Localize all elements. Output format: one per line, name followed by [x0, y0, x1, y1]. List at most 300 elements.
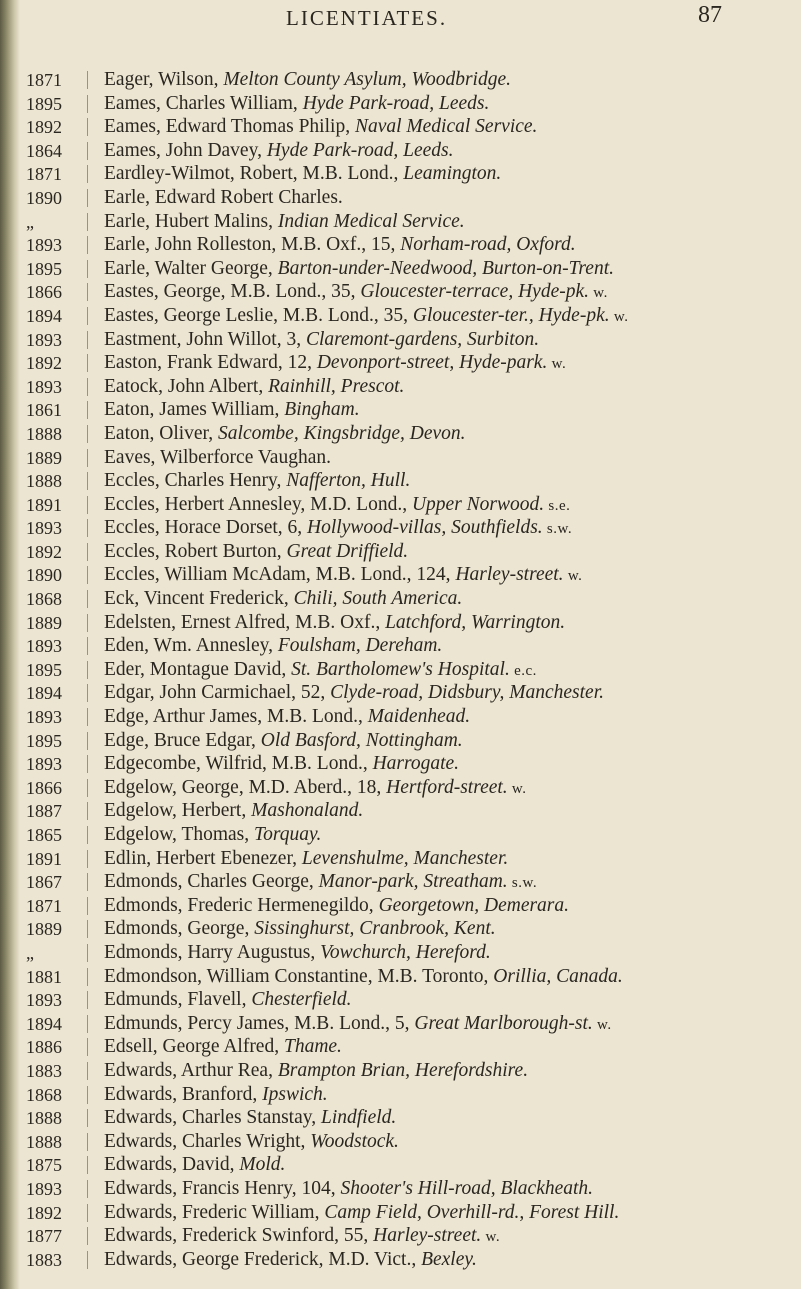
- entry-name: Eames, Charles William,: [104, 92, 303, 114]
- entry-name: Edmonds, George,: [104, 918, 255, 940]
- entry-address: Clyde-road, Didsbury, Manchester.: [330, 682, 604, 704]
- entry-text: [104, 752, 459, 777]
- column-rule: [87, 283, 88, 301]
- entry-year: 1895: [26, 93, 62, 114]
- list-item: [0, 68, 801, 92]
- entry-name: Edwards, David,: [104, 1154, 240, 1176]
- entry-text: [104, 162, 501, 187]
- entry-name: Eatock, John Albert,: [104, 375, 269, 397]
- entry-address: Orillia, Canada.: [493, 965, 623, 987]
- entry-year: 1861: [26, 400, 62, 421]
- entry-text: [104, 705, 470, 730]
- entry-name: Earle, John Rolleston, M.B. Oxf., 15,: [104, 234, 401, 256]
- entry-address: Bingham.: [284, 399, 360, 421]
- entry-text: [104, 1012, 612, 1037]
- column-rule: [87, 543, 88, 561]
- entry-year: 1866: [26, 777, 62, 798]
- entry-address: Sissinghurst, Cranbrook, Kent.: [254, 918, 496, 940]
- entry-address: Gloucester-ter., Hyde-pk.: [412, 304, 610, 326]
- entry-year: 1893: [26, 1178, 62, 1199]
- entry-name: Eames, John Davey,: [104, 139, 267, 161]
- column-rule: [87, 1251, 88, 1269]
- entry-name: Eccles, Charles Henry,: [104, 470, 287, 492]
- entry-address: Torquay.: [254, 824, 322, 845]
- entry-name: Edsell, George Alfred,: [104, 1036, 284, 1058]
- entry-year: 1895: [26, 659, 62, 680]
- entry-text: [104, 1248, 477, 1273]
- list-item: [0, 705, 801, 729]
- entry-text: [104, 799, 363, 824]
- list-item: [0, 658, 801, 682]
- list-item: [0, 681, 801, 705]
- entry-name: Eastes, George, M.B. Lond., 35,: [104, 281, 361, 303]
- column-rule: [87, 944, 88, 962]
- list-item: [0, 115, 801, 139]
- entry-year: 1891: [26, 494, 62, 515]
- entry-text: [104, 658, 537, 683]
- entry-address: Mashonaland.: [251, 800, 364, 822]
- entry-name: Edwards, Francis Henry, 104,: [104, 1177, 341, 1199]
- column-rule: [87, 1015, 88, 1033]
- entry-name: Eccles, William McAdam, M.B. Lond., 124,: [104, 564, 456, 586]
- entry-year: 1895: [26, 258, 62, 279]
- entry-postal-district: s.w.: [542, 521, 573, 538]
- entry-address: Shooter's Hill-road, Blackheath.: [340, 1177, 594, 1199]
- list-item: [0, 634, 801, 658]
- list-item: [0, 1035, 801, 1059]
- column-rule: [87, 354, 88, 372]
- column-rule: [87, 425, 88, 443]
- column-rule: [87, 614, 88, 632]
- entry-year: 1871: [26, 164, 62, 185]
- entry-address: Naval Medical Service.: [354, 116, 538, 138]
- entry-year: 1888: [26, 1131, 62, 1152]
- column-rule: [87, 897, 88, 915]
- entry-address: Thame.: [283, 1036, 342, 1058]
- column-rule: [87, 307, 88, 325]
- entry-name: Eastes, George Leslie, M.B. Lond., 35,: [104, 304, 413, 326]
- entry-name: Eastment, John Willot, 3,: [104, 328, 306, 350]
- entry-name: Eardley-Wilmot, Robert, M.B. Lond.,: [104, 163, 404, 185]
- entry-text: [104, 351, 566, 376]
- entry-postal-district: e.c.: [509, 662, 537, 679]
- entry-address: Claremont-gardens, Surbiton.: [305, 328, 540, 350]
- entry-year: 1892: [26, 353, 62, 374]
- list-item: [0, 965, 801, 989]
- list-item: [0, 776, 801, 800]
- entry-year: 1864: [26, 140, 62, 161]
- entry-name: Edwards, Branford,: [104, 1083, 263, 1105]
- entry-text: [104, 304, 628, 329]
- entry-text: [104, 328, 539, 353]
- licentiate-list: [0, 68, 801, 1271]
- entry-name: Edwards, Charles Wright,: [104, 1130, 311, 1152]
- entry-address: Hertford-street.: [386, 776, 508, 798]
- list-item: [0, 823, 801, 847]
- entry-name: Edmonds, Harry Augustus,: [104, 941, 321, 963]
- entry-postal-district: w.: [547, 356, 567, 373]
- entry-name: Eaves, Wilberforce Vaughan.: [104, 446, 331, 468]
- entry-text: [104, 1059, 528, 1084]
- entry-name: Eaton, James William,: [104, 399, 285, 421]
- entry-name: Edwards, Charles Stanstay,: [104, 1107, 321, 1129]
- list-item: [0, 1012, 801, 1036]
- entry-text: [104, 1153, 285, 1178]
- entry-year: 1881: [26, 966, 62, 987]
- entry-text: [104, 611, 565, 636]
- entry-name: Edmonds, Charles George,: [104, 871, 319, 893]
- entry-text: [104, 1035, 342, 1060]
- list-item: [0, 304, 801, 328]
- entry-name: Edgelow, George, M.D. Aberd., 18,: [104, 776, 387, 798]
- list-item: [0, 398, 801, 422]
- list-item: [0, 1224, 801, 1248]
- entry-address: Nafferton, Hull.: [286, 470, 411, 492]
- column-rule: [87, 95, 88, 113]
- column-rule: [87, 991, 88, 1009]
- entry-name: Eames, Edward Thomas Philip,: [104, 116, 355, 138]
- entry-year: 1871: [26, 895, 62, 916]
- entry-name: Eck, Vincent Frederick,: [104, 588, 294, 610]
- entry-address: Mold.: [239, 1154, 286, 1176]
- entry-address: Camp Field, Overhill-rd., Forest Hill.: [324, 1201, 620, 1223]
- column-rule: [87, 165, 88, 183]
- entry-year: 1891: [26, 848, 62, 869]
- entry-year: 1892: [26, 117, 62, 138]
- entry-name: Edge, Bruce Edgar,: [104, 729, 261, 751]
- entry-name: Edgelow, Thomas,: [104, 824, 255, 845]
- entry-name: Earle, Edward Robert Charles.: [104, 186, 343, 208]
- entry-address: Harley-street.: [455, 564, 564, 586]
- list-item: [0, 162, 801, 186]
- column-rule: [87, 1133, 88, 1151]
- entry-text: [104, 375, 404, 400]
- list-item: [0, 799, 801, 823]
- column-rule: [87, 118, 88, 136]
- column-rule: [87, 519, 88, 537]
- entry-address: Devonport-street, Hyde-park.: [316, 352, 548, 374]
- list-item: [0, 611, 801, 635]
- list-item: [0, 894, 801, 918]
- entry-year: 1894: [26, 683, 62, 704]
- list-item: [0, 446, 801, 470]
- entry-year: 1893: [26, 636, 62, 657]
- entry-name: Edwards, George Frederick, M.D. Vict.,: [104, 1248, 422, 1270]
- entry-text: [104, 233, 576, 258]
- entry-address: Melton County Asylum, Woodbridge.: [223, 69, 511, 90]
- entry-address: Levenshulme, Manchester.: [301, 847, 509, 869]
- entry-year: 1893: [26, 754, 62, 775]
- list-item: [0, 233, 801, 257]
- entry-year: 1866: [26, 282, 62, 303]
- entry-name: Eager, Wilson,: [104, 69, 224, 90]
- column-rule: [87, 1086, 88, 1104]
- entry-year: 1865: [26, 825, 62, 845]
- entry-text: [104, 516, 572, 541]
- entry-address: Chili, South America.: [293, 588, 463, 610]
- list-item: [0, 540, 801, 564]
- entry-text: [104, 847, 508, 872]
- column-rule: [87, 802, 88, 820]
- list-item: [0, 375, 801, 399]
- entry-text: [104, 92, 489, 117]
- entry-name: Edwards, Frederic William,: [104, 1201, 325, 1223]
- entry-address: Harley-street.: [373, 1225, 482, 1247]
- entry-text: [104, 1106, 396, 1131]
- entry-text: [104, 115, 537, 140]
- entry-year: „: [26, 211, 34, 232]
- entry-year: 1893: [26, 707, 62, 728]
- column-rule: [87, 873, 88, 891]
- page-header: [0, 2, 801, 42]
- entry-year: 1871: [26, 70, 62, 90]
- column-rule: [87, 496, 88, 514]
- entry-address: Manor-park, Streatham.: [318, 871, 508, 893]
- entry-address: Brampton Brian, Herefordshire.: [277, 1059, 529, 1081]
- entry-year: 1887: [26, 801, 62, 822]
- column-rule: [87, 449, 88, 467]
- list-item: [0, 1248, 801, 1272]
- entry-text: [104, 729, 463, 754]
- list-item: [0, 280, 801, 304]
- entry-name: Edge, Arthur James, M.B. Lond.,: [104, 706, 368, 728]
- column-rule: [87, 1038, 88, 1056]
- entry-text: [104, 1177, 593, 1202]
- entry-year: 1888: [26, 1108, 62, 1129]
- entry-text: [104, 493, 570, 518]
- column-rule: [87, 755, 88, 773]
- entry-address: Leamington.: [403, 163, 502, 185]
- entry-postal-district: w.: [563, 568, 583, 585]
- entry-year: 1889: [26, 919, 62, 940]
- entry-postal-district: w.: [507, 780, 527, 797]
- entry-name: Edgar, John Carmichael, 52,: [104, 682, 331, 704]
- entry-text: [104, 1130, 399, 1155]
- entry-text: [104, 587, 462, 612]
- list-item: [0, 351, 801, 375]
- entry-address: Woodstock.: [310, 1130, 399, 1152]
- column-rule: [87, 213, 88, 231]
- entry-year: 1895: [26, 730, 62, 751]
- entry-postal-district: s.e.: [544, 497, 571, 514]
- column-rule: [87, 684, 88, 702]
- entry-name: Edmonds, Frederic Hermenegildo,: [104, 894, 379, 916]
- entry-text: [104, 257, 614, 282]
- list-item: [0, 941, 801, 965]
- entry-year: 1868: [26, 1084, 62, 1105]
- entry-year: 1893: [26, 518, 62, 539]
- list-item: [0, 210, 801, 234]
- list-item: [0, 729, 801, 753]
- entry-address: Harrogate.: [372, 753, 460, 775]
- entry-text: [104, 280, 608, 305]
- entry-year: 1875: [26, 1155, 62, 1176]
- entry-text: [104, 634, 442, 659]
- entry-name: Edwards, Frederick Swinford, 55,: [104, 1225, 374, 1247]
- list-item: [0, 493, 801, 517]
- column-rule: [87, 189, 88, 207]
- entry-postal-district: s.w.: [507, 875, 538, 892]
- entry-text: [104, 563, 582, 588]
- list-item: [0, 1106, 801, 1130]
- list-item: [0, 139, 801, 163]
- list-item: [0, 752, 801, 776]
- entry-address: St. Bartholomew's Hospital.: [291, 658, 510, 680]
- column-rule: [87, 732, 88, 750]
- entry-address: Latchford, Warrington.: [385, 611, 566, 633]
- entry-text: [104, 941, 491, 966]
- entry-name: Edwards, Arthur Rea,: [104, 1059, 278, 1081]
- column-rule: [87, 1180, 88, 1198]
- list-item: [0, 1130, 801, 1154]
- list-item: [0, 1059, 801, 1083]
- column-rule: [87, 1062, 88, 1080]
- entry-year: 1889: [26, 612, 62, 633]
- entry-text: [104, 776, 527, 801]
- entry-text: [104, 965, 623, 990]
- entry-name: Edmunds, Percy James, M.B. Lond., 5,: [104, 1012, 415, 1034]
- column-rule: [87, 1227, 88, 1245]
- entry-name: Edlin, Herbert Ebenezer,: [104, 847, 302, 869]
- entry-text: [104, 186, 343, 211]
- entry-text: [104, 446, 331, 471]
- column-rule: [87, 779, 88, 797]
- entry-address: Maidenhead.: [367, 706, 471, 728]
- entry-year: 1883: [26, 1249, 62, 1270]
- entry-address: Bexley.: [421, 1248, 477, 1270]
- entry-year: 1888: [26, 471, 62, 492]
- entry-year: 1892: [26, 1202, 62, 1223]
- list-item: [0, 563, 801, 587]
- entry-year: 1868: [26, 589, 62, 610]
- entry-name: Edmondson, William Constantine, M.B. Toronto,: [104, 965, 494, 987]
- entry-postal-district: w.: [481, 1229, 501, 1246]
- entry-name: Edelsten, Ernest Alfred, M.B. Oxf.,: [104, 611, 386, 633]
- entry-address: Salcombe, Kingsbridge, Devon.: [218, 422, 466, 444]
- entry-year: 1888: [26, 423, 62, 444]
- list-item: [0, 870, 801, 894]
- entry-text: [104, 917, 496, 942]
- entry-text: [104, 1201, 619, 1226]
- entry-name: Easton, Frank Edward, 12,: [104, 352, 317, 374]
- entry-name: Eccles, Herbert Annesley, M.D. Lond.,: [104, 493, 412, 515]
- entry-name: Eccles, Robert Burton,: [104, 540, 287, 562]
- entry-year: 1867: [26, 872, 62, 893]
- entry-text: [104, 398, 360, 423]
- entry-text: [104, 68, 511, 93]
- column-rule: [87, 142, 88, 160]
- entry-year: 1893: [26, 376, 62, 397]
- list-item: [0, 1083, 801, 1107]
- entry-year: 1889: [26, 447, 62, 468]
- entry-text: [104, 1224, 500, 1249]
- list-item: [0, 847, 801, 871]
- list-item: [0, 917, 801, 941]
- entry-text: [104, 870, 537, 895]
- entry-address: Hyde Park-road, Leeds.: [302, 92, 490, 114]
- entry-address: Hyde Park-road, Leeds.: [266, 139, 454, 161]
- entry-name: Earle, Hubert Malins,: [104, 210, 278, 232]
- list-item: [0, 186, 801, 210]
- entry-address: Upper Norwood.: [411, 493, 545, 515]
- entry-name: Eder, Montague David,: [104, 658, 292, 680]
- entry-year: 1893: [26, 990, 62, 1011]
- entry-text: [104, 210, 465, 235]
- entry-text: [104, 894, 569, 919]
- entry-text: [104, 988, 352, 1013]
- entry-year: 1894: [26, 305, 62, 326]
- entry-address: Chesterfield.: [251, 989, 352, 1011]
- entry-address: Ipswich.: [262, 1083, 328, 1105]
- entry-address: Barton-under-Needwood, Burton-on-Trent.: [277, 257, 614, 279]
- list-item: [0, 1201, 801, 1225]
- column-rule: [87, 71, 88, 89]
- list-item: [0, 988, 801, 1012]
- entry-name: Eaton, Oliver,: [104, 422, 219, 444]
- running-title: LICENTIATES.: [286, 6, 448, 30]
- list-item: [0, 422, 801, 446]
- entry-postal-district: w.: [592, 1016, 612, 1033]
- column-rule: [87, 472, 88, 490]
- column-rule: [87, 708, 88, 726]
- column-rule: [87, 826, 88, 844]
- entry-address: Great Driffield.: [286, 540, 409, 562]
- list-item: [0, 516, 801, 540]
- entry-postal-district: w.: [609, 308, 629, 325]
- entry-year: 1892: [26, 541, 62, 562]
- entry-year: 1890: [26, 187, 62, 208]
- entry-name: Earle, Walter George,: [104, 257, 278, 279]
- entry-text: [104, 139, 453, 164]
- column-rule: [87, 1109, 88, 1127]
- list-item: [0, 587, 801, 611]
- entry-name: Edgelow, Herbert,: [104, 800, 252, 822]
- entry-year: 1883: [26, 1060, 62, 1081]
- column-rule: [87, 401, 88, 419]
- column-rule: [87, 378, 88, 396]
- entry-year: 1877: [26, 1226, 62, 1247]
- list-item: [0, 92, 801, 116]
- entry-address: Georgetown, Demerara.: [378, 894, 570, 916]
- entry-address: Vowchurch, Hereford.: [320, 941, 491, 963]
- column-rule: [87, 260, 88, 278]
- entry-text: [104, 823, 321, 848]
- entry-text: [104, 422, 466, 447]
- entry-address: Indian Medical Service.: [277, 210, 465, 232]
- entry-text: [104, 1083, 328, 1108]
- entry-name: Eccles, Horace Dorset, 6,: [104, 517, 308, 539]
- entry-address: Old Basford, Nottingham.: [260, 729, 463, 751]
- entry-text: [104, 681, 604, 706]
- entry-year: 1893: [26, 329, 62, 350]
- list-item: [0, 1153, 801, 1177]
- entry-name: Edgecombe, Wilfrid, M.B. Lond.,: [104, 753, 373, 775]
- entry-year: 1893: [26, 235, 62, 256]
- column-rule: [87, 968, 88, 986]
- entry-text: [104, 540, 408, 565]
- entry-name: Edmunds, Flavell,: [104, 989, 252, 1011]
- entry-address: Lindfield.: [321, 1107, 397, 1129]
- column-rule: [87, 331, 88, 349]
- entry-address: Hollywood-villas, Southfields.: [307, 517, 543, 539]
- column-rule: [87, 850, 88, 868]
- entry-year: 1886: [26, 1037, 62, 1058]
- column-rule: [87, 637, 88, 655]
- entry-year: „: [26, 942, 34, 963]
- entry-address: Rainhill, Prescot.: [268, 375, 405, 397]
- list-item: [0, 328, 801, 352]
- entry-postal-district: w.: [589, 285, 608, 302]
